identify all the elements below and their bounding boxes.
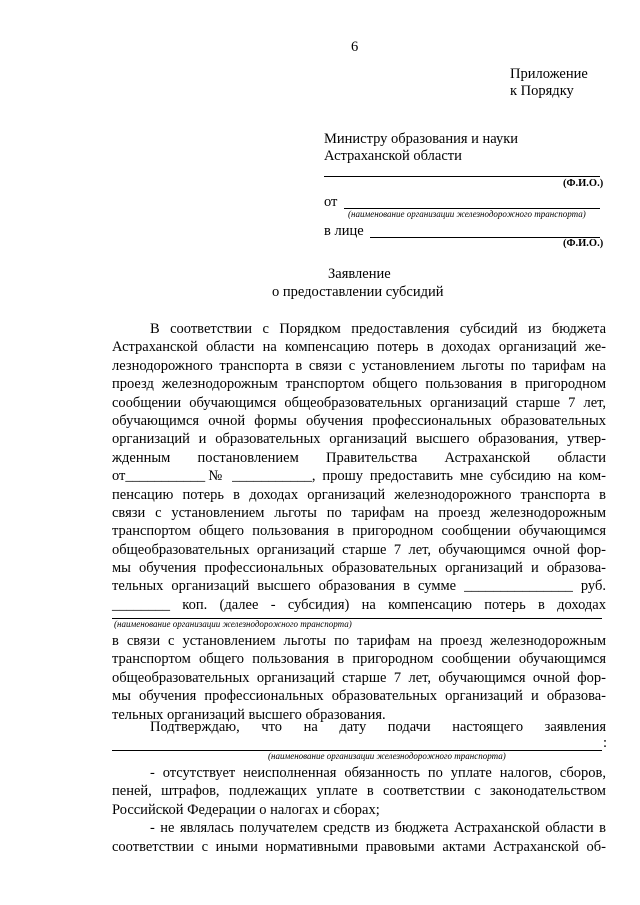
conditions-list [112, 764, 606, 856]
text-line: жденным постановлением Правительства Астраханской области [112, 449, 606, 466]
appendix-line-2: к Порядку [510, 83, 574, 99]
text-line: от___________№ ___________, прошу предоставить мне субсидию на ком- [112, 468, 606, 485]
fio-caption-2: (Ф.И.О.) [563, 238, 604, 249]
text-line: Российской Федерации о налогах и сборах; [112, 801, 380, 818]
text-line: В соответствии с Порядком предоставления субсидий из бюджета [150, 321, 606, 337]
text-line: пеней, штрафов, подлежащих уплате в соответствии с законодательством [112, 783, 606, 800]
text-line: - не являлась получателем средств из бюджета Астраханской области в [150, 820, 606, 837]
text-line: ________ коп. (далее - субсидия) на компенсацию потерь в доходах [112, 596, 606, 613]
confirm-paragraph [112, 718, 606, 736]
org-caption-body-1: (наименование организации железнодорожного транспорта) [114, 619, 352, 629]
text-line: проезд железнодорожным транспортом общего пользования в пригородном [112, 376, 606, 393]
org-caption-header: (наименование организации железнодорожного транспорта) [348, 209, 586, 219]
confirm-colon: : [603, 735, 608, 751]
org-caption-body-2: (наименование организации железнодорожного транспорта) [268, 751, 506, 761]
text-line: общеобразовательных организаций старше 7 лет, обучающимся очной фор- [112, 541, 606, 558]
second-paragraph [112, 632, 606, 724]
text-line: мы обучения профессиональных образовательных организаций и образова- [112, 560, 606, 577]
text-line: в связи с установлением льготы по тарифам на проезд железнодорожным [112, 633, 606, 649]
text-line: Астраханской области на компенсацию потерь в доходах организаций же- [112, 339, 606, 356]
text-line: обучающимся очной формы обучения профессиональных образовательных [112, 412, 606, 429]
text-line: - отсутствует неисполненная обязанность по уплате налогов, сборов, [150, 765, 606, 781]
title-line-2: о предоставлении субсидий [272, 284, 444, 300]
in-person-label: в лице [324, 223, 364, 239]
text-line: организаций и образовательных организаций высшего образования, утвер- [112, 431, 606, 448]
appendix-line-1: Приложение [510, 66, 588, 82]
page-number: 6 [351, 39, 359, 55]
text-line: тельных организаций высшего образования в сумме _______________ руб. [112, 578, 606, 595]
addressee-line-2: Астраханской области [324, 148, 462, 164]
text-line: транспортом общего пользования в пригородном сообщении обучающимся [112, 523, 606, 540]
fio-line [324, 176, 600, 177]
main-paragraph [112, 320, 606, 614]
fio-caption: (Ф.И.О.) [563, 178, 604, 189]
from-label: от [324, 194, 338, 210]
text-line: мы обучения профессиональных образовательных организаций и образова- [112, 688, 606, 705]
text-line: связи с установлением льготы по тарифам на проезд железнодорожным [112, 504, 606, 521]
text-line: пенсацию потерь в доходах организаций железнодорожного транспорта в [112, 486, 606, 503]
text-line: общеобразовательных организаций старше 7 лет, обучающимся очной фор- [112, 669, 606, 686]
text-line: транспортом общего пользования в пригородном сообщении обучающимся [112, 651, 606, 668]
text-line: лезнодорожного транспорта в связи с установлением льготы по тарифам на [112, 357, 606, 374]
addressee-line-1: Министру образования и науки [324, 131, 519, 147]
text-line: сообщении обучающимся общеобразовательных организаций старше 7 лет, [112, 394, 606, 411]
text-line: тельных организаций высшего образования. [112, 706, 386, 723]
text-line: соответствии с иными нормативными правовыми актами Астраханской об- [112, 838, 606, 855]
text-line: Подтверждаю, что на дату подачи настоящего заявления [150, 719, 606, 735]
title-line-1: Заявление [328, 266, 391, 282]
